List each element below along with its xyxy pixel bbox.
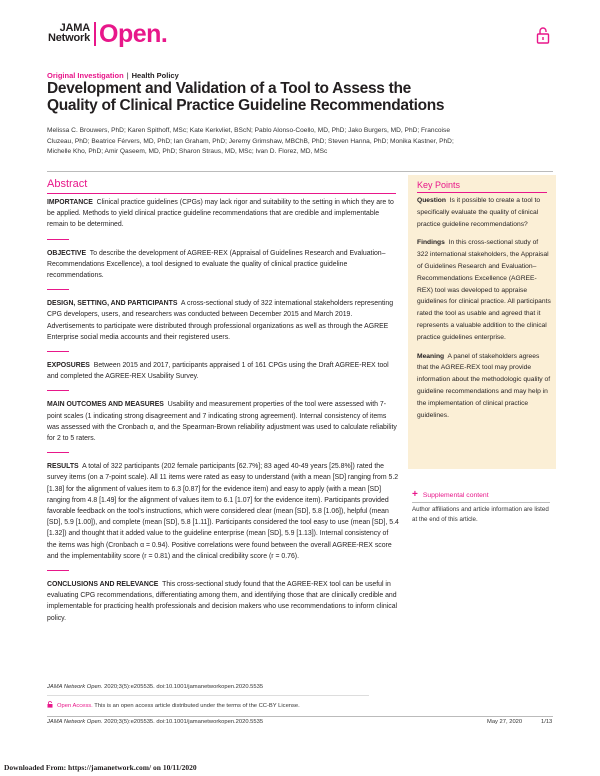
plus-icon: + [412, 489, 418, 500]
article-title: Development and Validation of a Tool to Assess the Quality of Clinical Practice Guideline Recommendations [47, 80, 445, 114]
section-divider [47, 239, 69, 240]
citation-rule [47, 695, 369, 696]
abstract-section-results: RESULTS A total of 322 participants (202 female participants [62.7%]; 83 aged 40-49 years [25.8%]) rated the survey items (on a 7-point scale). All 11 items were rated as easy to understand (with a mean [SD] ranging from 5.2 [1.38] for the alignment of values item to 6.3 [0.87] for the evidence item) and easy to apply (with a mean [SD] ranging from 4.8 [1.49] for the alignment of values item to 6.1 [1.07] for the evidence item). Participants provided favorable feedback on the tool's instructions, which were considered clear (mean [SD], 5.8 [1.06]), helpful (mean [SD], 5.9 [1.00]), and complete (mean [SD], 5.8 [1.11]). Participants considered the tool easy to use (mean [SD], 5.4 [1.32]) and thought that it added value to the guideline enterprise (mean [SD], 5.9 [1.13]). Internal consistency of the items was high (Cronbach α = 0.94). Positive correlations were found between the overall AGREE-REX score and the implementability score (r = 0.81) and the clinical credibility score (r = 0.76). [47, 463, 399, 560]
topic-label[interactable]: Health Policy [131, 71, 179, 80]
section-divider [47, 390, 69, 391]
jama-logo-text: JAMA Network [48, 22, 90, 44]
license-text[interactable]: This is an open access article distributed under the terms of the CC-BY License. [94, 703, 300, 709]
abstract-rule [47, 193, 396, 194]
abstract-section-design: DESIGN, SETTING, AND PARTICIPANTS A cross-sectional study of 322 international stakeholders representing CPG developers, users, and researchers was conducted between December 2015 and March 2019. Advertisements to participate were distributed through professional organizations as well as through the AGREE Enterprise social media accounts and their registered users. [47, 300, 394, 341]
open-lock-icon [536, 26, 550, 44]
section-divider [47, 351, 69, 352]
article-type-line [47, 71, 179, 80]
affiliations-note: Author affiliations and article information are listed at the end of this article. [412, 506, 549, 523]
section-divider [47, 452, 69, 453]
key-point-meaning: Meaning A panel of stakeholders agrees that the AGREE-REX tool may provide information about the methodologic quality of guideline recommendations and may help in the implementation of clinical practice guidelines. [417, 352, 551, 419]
supplemental-content-link[interactable] [412, 489, 489, 500]
logo-divider [94, 22, 96, 46]
abstract-body [47, 197, 399, 624]
open-logo: Open. [99, 20, 168, 48]
footer-rule [47, 716, 553, 717]
key-points-heading: Key Points [417, 180, 461, 190]
author-list: Melissa C. Brouwers, PhD; Karen Spithoff, MSc; Kate Kerkvliet, BScN; Pablo Alonso-Coello, MD, PhD; Jako Burgers, MD, PhD; Francoise Cluzeau, PhD; Beatrice Férvers, MD, PhD; Ian Graham, PhD; Jeremy Grimshaw, MBChB, PhD; Steven Hanna, PhD; Monika Kastner, PhD; Michelle Kho, PhD; Amir Qaseem, MD, PhD; Sharon Straus, MD, MSc; Ivan D. Florez, MD, MSc [47, 127, 454, 156]
open-access-label: Open Access. [57, 703, 93, 709]
section-divider [47, 570, 69, 571]
footer-citation: JAMA Network Open. 2020;3(5):e205535. doi:10.1001/jamanetworkopen.2020.5535 [47, 719, 264, 725]
section-divider [47, 289, 69, 290]
abstract-section-outcomes: MAIN OUTCOMES AND MEASURES Usability and measurement properties of the tool were assessed with 7-point scales (1 indicating strong disagreement and 7 indicating strong agreement). Internal consistency of items was assessed with the Cronbach α, and the Spearman-Brown reliability adjustment was used to calculate reliability for 2 to 5 raters. [47, 401, 397, 443]
key-points-rule [417, 192, 547, 193]
key-point-question: Question Is it possible to create a tool to specifically evaluate the quality of clinical practice guideline recommendations? [417, 197, 541, 228]
key-point-findings: Findings In this cross-sectional study of 322 international stakeholders, the Appraisal of Guidelines Research and Evaluation–Recommendations Excellence (AGREE-REX) tool was developed to appraise guidelines for clinical practice. All participants rated the tool as usable and agreed that it represents a valuable addition to the clinical practice guidelines enterprise. [417, 239, 551, 341]
abstract-section-conclusions: CONCLUSIONS AND RELEVANCE This cross-sectional study found that the AGREE-REX tool can be useful in evaluating CPG recommendations, differentiating among them, and identifying those that are clinically credible and implementable for practicing health professionals and decision makers who use recommendations to inform clinical policy. [47, 581, 398, 622]
abstract-section-objective: OBJECTIVE To describe the development of AGREE-REX (Appraisal of Guidelines Research and Evaluation–Recommendations Excellence), a tool designed to evaluate the quality of clinical practice guideline recommendations. [47, 249, 386, 280]
download-stamp: Downloaded From: https://jamanetwork.com/ on 10/11/2020 [4, 763, 197, 772]
abstract-section-exposures: EXPOSURES Between 2015 and 2017, participants appraised 1 of 161 CPGs using the Draft AGREE-REX tool and completed the AGREE-REX Usability Survey. [47, 362, 389, 381]
open-access-icon [47, 701, 53, 708]
abstract-section-importance: IMPORTANCE Clinical practice guidelines (CPGs) may lack rigor and suitability to the setting in which they are to be applied. Methods to yield clinical practice guideline recommendations that are credible and implementable remain to be determined. [47, 199, 394, 229]
abstract-heading: Abstract [47, 178, 88, 190]
header-divider [47, 171, 553, 172]
section-separator: | [126, 71, 129, 80]
open-access-line [47, 701, 300, 709]
supplemental-rule [412, 502, 550, 503]
citation-line: JAMA Network Open. 2020;3(5):e205535. doi:10.1001/jamanetworkopen.2020.5535 [47, 684, 264, 690]
doi-link[interactable]: 2020;3(5):e205535. doi:10.1001/jamanetworkopen.2020.5535 [104, 684, 264, 690]
page-number: 1/13 [541, 719, 553, 725]
supplemental-label: Supplemental content [422, 492, 489, 499]
publication-date: May 27, 2020 [487, 719, 523, 725]
key-points-body [417, 195, 551, 428]
section-label[interactable]: Original Investigation [47, 71, 124, 80]
